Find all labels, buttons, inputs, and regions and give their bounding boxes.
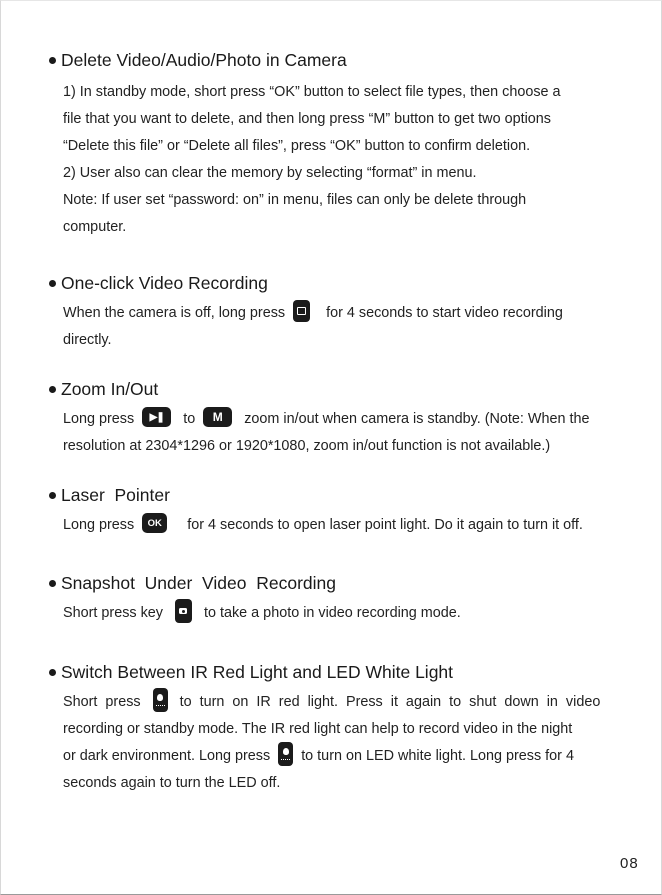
section-title: Zoom In/Out [61,379,159,399]
body-line [63,512,601,539]
body-line: resolution at 2304*1296 or 1920*1080, zoom in/out function is not available.) [63,438,551,454]
ok-key-icon: OK [142,513,167,533]
section-body [63,406,601,460]
section-laser-pointer [51,485,601,539]
video-record-key-icon [293,300,310,322]
section-heading [49,273,601,293]
section-body [63,689,601,797]
light-key-icon [153,688,168,712]
section-zoom [51,379,601,460]
body-text-fragment: Short press key [63,605,163,621]
body-line [63,689,601,716]
body-line [63,743,601,770]
section-switch-light [51,662,601,797]
section-title: Switch Between IR Red Light and LED White Light [61,662,454,682]
section-body [63,512,601,539]
bullet-icon [49,669,56,676]
section-heading [49,662,601,682]
camera-key-icon [175,599,192,623]
section-snapshot [51,573,601,627]
body-line: 1) In standby mode, short press “OK” button to select file types, then choose a [63,84,561,100]
section-one-click-recording [51,273,601,354]
body-text-fragment: Short press [63,694,141,710]
section-title: Laser Pointer [61,485,170,505]
body-text-fragment: When the camera is off, long press [63,305,286,321]
body-text-fragment: to take a photo in video recording mode. [203,605,461,621]
body-text-fragment: for 4 seconds to start video recording [326,305,563,321]
body-text-fragment: Long press [63,411,135,427]
section-body [63,300,601,354]
light-key-icon [278,742,293,766]
body-text-fragment: to [183,411,196,427]
section-heading [49,573,601,593]
section-delete [51,50,601,241]
section-heading [49,379,601,399]
body-line: seconds again to turn the LED off. [63,775,281,791]
body-line: Note: If user set “password: on” in menu, files can only be delete through [63,192,527,208]
section-body [63,79,601,241]
body-line [63,600,601,627]
body-line: directly. [63,332,112,348]
body-line: recording or standby mode. The IR red light can help to record video in the night [63,721,573,737]
body-text-fragment: to turn on IR red light. Press it again to shut down in video [179,694,601,710]
body-text-fragment: to turn on LED white light. Long press for 4 [301,748,574,764]
section-heading [49,485,601,505]
section-title: One-click Video Recording [61,273,268,293]
bullet-icon [49,57,56,64]
body-text-fragment: zoom in/out when camera is standby. (Note: When the [244,411,590,427]
play-pause-key-icon: ▶❚ [142,407,171,427]
bullet-icon [49,580,56,587]
section-body [63,600,601,627]
body-line: “Delete this file” or “Delete all files”, press “OK” button to confirm deletion. [63,138,531,154]
body-line [63,406,601,433]
body-line [63,300,601,327]
section-title: Snapshot Under Video Recording [61,573,336,593]
section-title: Delete Video/Audio/Photo in Camera [61,50,347,70]
section-heading [49,50,601,70]
page-number: 08 [620,855,639,872]
body-text-fragment: for 4 seconds to open laser point light. Do it again to turn it off. [187,517,583,533]
body-line: file that you want to delete, and then long press “M” button to get two options [63,111,551,127]
body-text-fragment: Long press [63,517,135,533]
m-key-icon: M [203,407,232,427]
body-line: computer. [63,219,127,235]
body-text-fragment: or dark environment. Long press [63,748,271,764]
bullet-icon [49,386,56,393]
body-line: 2) User also can clear the memory by selecting “format” in menu. [63,165,477,181]
bullet-icon [49,492,56,499]
bullet-icon [49,280,56,287]
